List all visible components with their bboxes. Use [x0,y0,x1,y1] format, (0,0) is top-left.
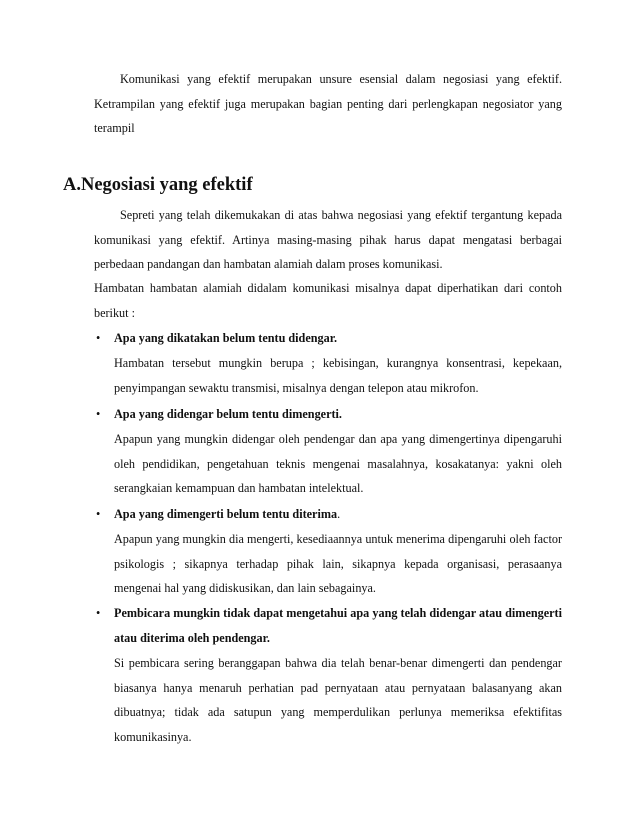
bullet-marker: • [96,331,101,345]
section-paragraph-1: Sepreti yang telah dikemukakan di atas bahwa negosiasi yang efektif tergantung kepada komunikasi yang efektif. Artinya masing-masing pihak harus dapat mengatasi berbagai perbedaan pandangan dan hambatan alamiah dalam proses komunikasi. [94,208,562,271]
bullet-title-suffix: . [337,507,341,521]
bullet-title [114,402,562,427]
bullet-title-text: Apa yang dikatakan belum tentu didengar. [114,331,338,345]
bullet-title [114,326,562,351]
bullet-body: Hambatan tersebut mungkin berupa ; kebisingan, kurangnya konsentrasi, kepekaan, penyimpangan sewaktu transmisi, misalnya dengan telepon atau mikrofon. [114,356,562,395]
section-paragraph-2: Hambatan hambatan alamiah didalam komunikasi misalnya dapat diperhatikan dari contoh berikut : [94,281,562,320]
bullet-title-text: Pembicara mungkin tidak dapat mengetahui apa yang telah didengar atau dimengerti atau diterima oleh pendengar. [114,606,562,645]
bullet-body: Apapun yang mungkin didengar oleh pendengar dan apa yang dimengertinya dipengaruhi oleh pendidikan, pengetahuan teknis mengenai masalahnya, kosakatanya: yakni oleh serangkaian kemampuan dan hambatan intelektual. [114,432,562,495]
section-heading: A.Negosiasi yang efektif [63,175,253,195]
intro-paragraph: Komunikasi yang efektif merupakan unsure esensial dalam negosiasi yang efektif. Ketrampilan yang efektif juga merupakan bagian penting dari perlengkapan negosiator yang terampil [94,72,562,135]
bullet-marker: • [96,407,101,421]
bullet-title [114,601,562,650]
bullet-body: Si pembicara sering beranggapan bahwa dia telah benar-benar dimengerti dan pendengar biasanya hanya menaruh perhatian pad pernyataan atau pernyataan balasanyang akan dibuatnya; tidak ada satupun yang memperdulikan perlunya memeriksa efektifitas komunikasinya. [114,656,562,744]
bullet-marker: • [96,507,101,521]
bullet-body: Apapun yang mungkin dia mengerti, kesediaannya untuk menerima dipengaruhi oleh factor psikologis ; sikapnya terhadap pihak lain, sikapnya kepada organisasi, perasaanya mengenai hal yang didiskusikan, dan lain sebagainya. [114,532,562,595]
bullet-marker: • [96,606,101,620]
bullet-title-text: Apa yang dimengerti belum tentu diterima [114,507,338,521]
bullet-title-text: Apa yang didengar belum tentu dimengerti. [114,407,342,421]
bullet-title [114,502,562,527]
